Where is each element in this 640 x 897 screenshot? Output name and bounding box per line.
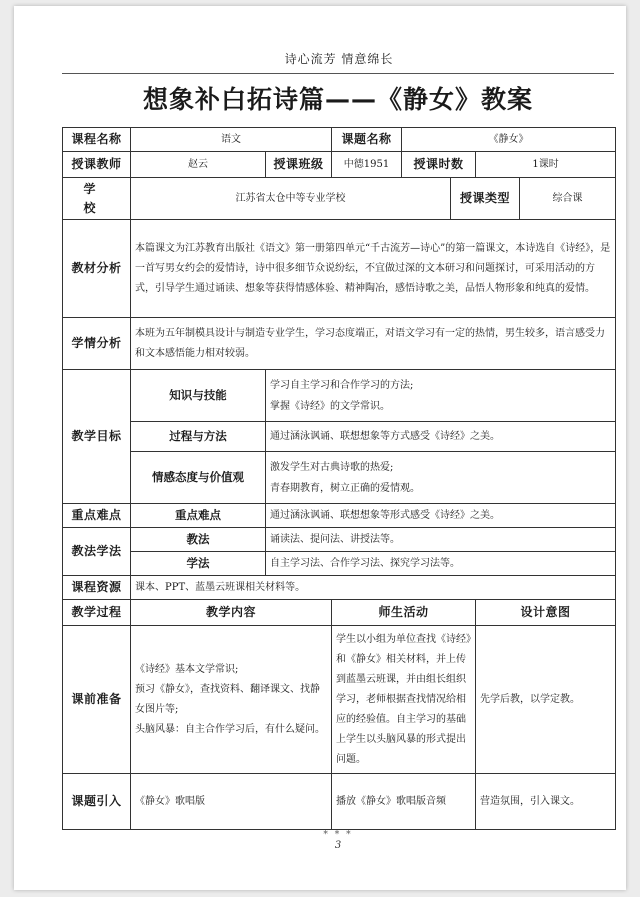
content-line: 头脑风暴：自主合作学习后，有什么疑问。 [135,723,325,735]
methods-label: 教法学法 [63,528,131,576]
row-step-intro [63,774,616,830]
goal-knowledge-label: 知识与技能 [131,370,266,422]
student-text: 本班为五年制模具设计与制造专业学生，学习态度端正，对语文学习有一定的热情，男生较多，语言感受力和文本感悟能力相对较弱。 [131,318,616,370]
intent-header: 设计意图 [476,600,616,626]
row-step-prepare [63,626,616,774]
row-goal-process [63,422,616,452]
teach-method-text: 诵读法、提问法、讲授法等。 [266,528,616,552]
class-value: 中德1951 [332,152,402,178]
row-goal-knowledge [63,370,616,422]
resources-label: 课程资源 [63,576,131,600]
type-label: 授课类型 [451,178,520,220]
school-value: 江苏省太仓中等专业学校 [131,178,451,220]
row-course [63,128,616,152]
step-prepare-intent: 先学后教，以学定教。 [476,626,616,774]
content-header: 教学内容 [131,600,332,626]
activity-header: 师生活动 [332,600,476,626]
row-process-header [63,600,616,626]
topic-label: 课题名称 [332,128,402,152]
goal-process-label: 过程与方法 [131,422,266,452]
course-name-value: 语文 [131,128,332,152]
school-label: 学 校 [63,178,131,220]
goal-line: 激发学生对古典诗歌的热爱; [270,461,394,473]
goal-line: 掌握《诗经》的文学常识。 [270,400,390,412]
goal-process-text: 通过涵泳讽诵、联想想象等方式感受《诗经》之美。 [266,422,616,452]
student-label: 学情分析 [63,318,131,370]
key-text: 通过涵泳讽诵、联想想象等形式感受《诗经》之美。 [266,504,616,528]
teacher-label: 授课教师 [63,152,131,178]
footer-ornament: * * * [323,830,353,840]
step-intro-content: 《静女》歌唱版 [131,774,332,830]
class-label: 授课班级 [266,152,332,178]
goal-knowledge-text [266,370,616,422]
step-prepare-activity: 学生以小组为单位查找《诗经》和《静女》相关材料，并上传到蓝墨云班课，并由组长组织学习，老师根据查找情况给相应的经验值。自主学习的基础上学生以头脑风暴的形式提出问题。 [332,626,476,774]
key-label: 重点难点 [63,504,131,528]
row-material [63,220,616,318]
teach-method-label: 教法 [131,528,266,552]
step-intro-label: 课题引入 [63,774,131,830]
teacher-value: 赵云 [131,152,266,178]
goal-emotion-text [266,452,616,504]
hours-label: 授课时数 [402,152,476,178]
document-page [14,6,626,890]
step-prepare-content [131,626,332,774]
goal-emotion-label: 情感态度与价值观 [131,452,266,504]
content-line: 预习《静女》，查找资料、翻译课文、找静女图片等; [135,683,320,715]
material-label: 教材分析 [63,220,131,318]
header-rule [62,73,614,74]
lesson-plan-table [62,127,616,830]
row-teach-method [63,528,616,552]
step-intro-intent: 营造氛围，引入课文。 [476,774,616,830]
row-school [63,178,616,220]
resources-text: 课本、PPT、蓝墨云班课相关材料等。 [131,576,616,600]
document-title: 想象补白拓诗篇——《静女》教案 [142,85,533,114]
step-prepare-label: 课前准备 [63,626,131,774]
key-sub-label: 重点难点 [131,504,266,528]
goals-label: 教学目标 [63,370,131,504]
content-line: 《诗经》基本文学常识; [135,663,239,675]
learn-method-label: 学法 [131,552,266,576]
row-student [63,318,616,370]
row-key [63,504,616,528]
step-intro-activity: 播放《静女》歌唱版音频 [332,774,476,830]
hours-value: 1课时 [476,152,616,178]
process-label: 教学过程 [63,600,131,626]
row-learn-method [63,552,616,576]
row-goal-emotion [63,452,616,504]
row-resources [63,576,616,600]
learn-method-text: 自主学习法、合作学习法、探究学习法等。 [266,552,616,576]
row-teacher [63,152,616,178]
material-text: 本篇课文为江苏教育出版社《语文》第一册第四单元“千古流芳—诗心”的第一篇课文，本诗选自《诗经》，是一首写男女约会的爱情诗，诗中很多细节众说纷纭，不宜做过深的文本研习和问题探讨，可采用活动的方式，引导学生通过诵读、想象等获得情感体验、精神陶冶，感悟诗歌之美，品悟人物形象和纯真的爱情。 [131,220,616,318]
topic-value: 《静女》 [402,128,616,152]
course-name-label: 课程名称 [63,128,131,152]
page-number: 3 [334,840,342,851]
running-head: 诗心流芳 情意绵长 [284,52,394,66]
goal-line: 青春期教育，树立正确的爱情观。 [270,482,420,494]
goal-line: 学习自主学习和合作学习的方法; [270,379,414,391]
type-value: 综合课 [520,178,616,220]
